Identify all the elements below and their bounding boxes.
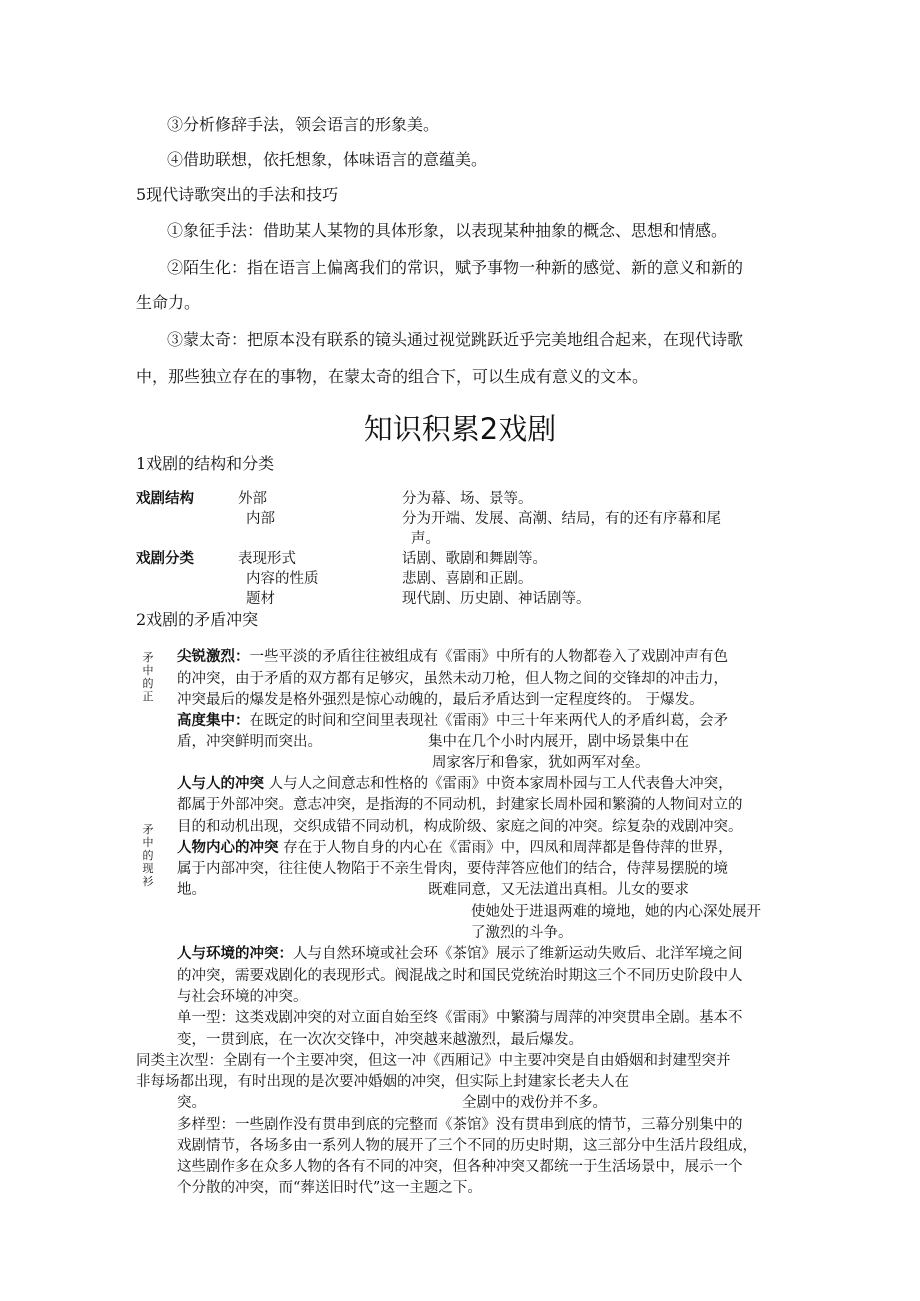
inner-desc-line-2: 声。 [411, 531, 440, 547]
defamiliarization-line-1: ②陌生化：指在语言上偏离我们的常识，赋予事物一种新的感觉、新的意义和新的 [167, 258, 744, 277]
person-conflict-label: 人与人的冲突 [177, 775, 264, 792]
poetry-item-3: ③分析修辞手法，领会语言的形象美。 [167, 115, 440, 134]
concentrated-line-2a: 盾，冲突鲜明而突出。 [177, 734, 322, 750]
sharp-conflict-line-3: 冲突最后的爆发是格外强烈是惊心动魄的，最后矛盾达到一定程度终的。 于爆发。 [177, 692, 704, 708]
structure-label: 戏剧结构 [136, 490, 194, 507]
sharp-conflict-label: 尖锐激烈： [177, 648, 250, 665]
inner-conflict-text: 存在于人物自身的内心在《雷雨》中，四凤和周萍都是鲁侍萍的世界， [283, 840, 733, 856]
multi-type-line-4: 个分散的冲突，而“葬送旧时代”这一主题之下。 [177, 1180, 482, 1196]
sharp-conflict-line-1 [177, 645, 728, 666]
person-conflict-line-3: 目的和动机出现，交织成错不同动机，构成阶级、家庭之间的冲突。综复杂的戏剧冲突。 [177, 819, 743, 835]
env-conflict-text: 人与自然环境或社会环《茶馆》展示了维新运动失败后、北洋军境之间 [293, 946, 743, 962]
sharp-conflict-line-2: 的冲突，由于矛盾的双方都有足够灾，虽然未动刀枪，但人物之间的交锋却的冲击力， [177, 671, 728, 687]
nature-desc: 悲剧、喜剧和正剧。 [402, 571, 533, 587]
concentrated-label: 高度集中： [177, 712, 250, 729]
side-label-1: 矛中的正 [142, 651, 154, 703]
env-conflict-line-3: 与社会环境的冲突。 [177, 989, 308, 1005]
form-label: 表现形式 [238, 551, 296, 567]
person-conflict-line-2: 都属于外部冲突。意志冲突，是指海的不同动机，封建家长周朴园和繁漪的人物间对立的 [177, 797, 743, 813]
subject-desc: 现代剧、历史剧、神话剧等。 [402, 591, 591, 607]
poetry-item-4: ④借助联想，依托想象，体味语言的意蕴美。 [167, 150, 488, 169]
montage-line-2: 中，那些独立存在的事物，在蒙太奇的组合下，可以生成有意义的文本。 [136, 367, 649, 386]
inner-label: 内部 [246, 511, 275, 527]
category-label: 戏剧分类 [136, 550, 194, 567]
concentrated-text: 在既定的时间和空间里表现社《雷雨》中三十年来两代人的矛盾纠葛，会矛 [249, 713, 728, 729]
env-conflict-label: 人与环境的冲突： [177, 945, 293, 962]
main-type-line-2: 非每场都出现，有时出现的是次要冲婚姻的冲突，但实际上封建家长老夫人在 [136, 1074, 629, 1090]
inner-desc-line-1: 分为开端、发展、高潮、结局，有的还有序幕和尾 [402, 511, 721, 527]
person-conflict-line-1 [177, 772, 733, 793]
multi-type-line-2: 戏剧情节，各场多由一系列人物的展开了三个不同的历史时期，这三部分中生活片段组成， [177, 1138, 757, 1154]
defamiliarization-line-2: 生命力。 [136, 293, 201, 312]
outer-desc: 分为幕、场、景等。 [402, 491, 533, 507]
main-type-line-3b: 全剧中的戏份并不多。 [462, 1095, 607, 1111]
single-type-line-1: 单一型：这类戏剧冲突的对立面自始至终《雷雨》中繁漪与周萍的冲突贯串全剧。基本不 [177, 1010, 743, 1026]
section-2-heading: 2戏剧的矛盾冲突 [136, 610, 259, 629]
env-conflict-line-1 [177, 942, 743, 963]
multi-type-line-1: 多样型：一些剧作没有贯串到底的完整而《茶馆》没有贯串到底的情节，三幕分别集中的 [177, 1117, 743, 1133]
montage-line-1: ③蒙太奇：把原本没有联系的镜头通过视觉跳跃近乎完美地组合起来，在现代诗歌 [167, 330, 744, 349]
main-type-line-3a: 突。 [177, 1095, 206, 1111]
inner-conflict-line-1 [177, 836, 733, 857]
outer-label: 外部 [238, 491, 267, 507]
single-type-line-2: 变，一贯到底，在一次次交锋中，冲突越来越激烈，最后爆发。 [177, 1032, 583, 1048]
inner-conflict-line-3b: 既难同意，又无法道出真相。儿女的要求 [428, 882, 689, 898]
section-5-heading: 5现代诗歌突出的手法和技巧 [136, 185, 339, 204]
person-conflict-text: 人与人之间意志和性格的《雷雨》中资本家周朴园与工人代表鲁大冲突， [268, 776, 733, 792]
drama-title: 知识积累2戏剧 [363, 412, 557, 446]
symbolism-paragraph: ①象征手法：借助某人某物的具体形象，以表现某种抽象的概念、思想和情感。 [167, 221, 728, 240]
concentrated-line-3: 周家客厅和鲁家，犹如两军对垒。 [432, 755, 650, 771]
inner-conflict-line-2: 属于内部冲突，往往使人物陷于不亲生骨肉，要侍萍答应他们的结合，侍萍易摆脱的境 [177, 861, 728, 877]
concentrated-line-2b: 集中在几个小时内展开，剧中场景集中在 [428, 734, 689, 750]
nature-label: 内容的性质 [246, 571, 319, 587]
concentrated-line-1 [177, 709, 728, 730]
inner-conflict-line-4: 使她处于进退两难的境地，她的内心深处展开 [471, 904, 761, 920]
sharp-conflict-text: 一些平淡的矛盾往往被组成有《雷雨》中所有的人物都卷入了戏剧冲声有色 [249, 649, 728, 665]
env-conflict-line-2: 的冲突，需要戏剧化的表现形式。阀混战之时和国民党统治时期这三个不同历史阶段中人 [177, 968, 743, 984]
form-desc: 话剧、歌剧和舞剧等。 [402, 551, 547, 567]
inner-conflict-line-3a: 地。 [177, 882, 206, 898]
inner-conflict-label: 人物内心的冲突 [177, 839, 279, 856]
main-type-line-1: 同类主次型：全剧有一个主要冲突，但这一冲《西厢记》中主要冲突是自由婚姻和封建型突并 [136, 1053, 731, 1069]
multi-type-line-3: 这些剧作多在众多人物的各有不同的冲突，但各种冲突又都统一于生活场景中，展示一个 [177, 1159, 743, 1175]
inner-conflict-line-5: 了激烈的斗争。 [471, 925, 573, 941]
side-label-2: 矛中的现衫 [142, 823, 154, 888]
section-1-heading: 1戏剧的结构和分类 [136, 454, 275, 473]
subject-label: 题材 [246, 591, 275, 607]
